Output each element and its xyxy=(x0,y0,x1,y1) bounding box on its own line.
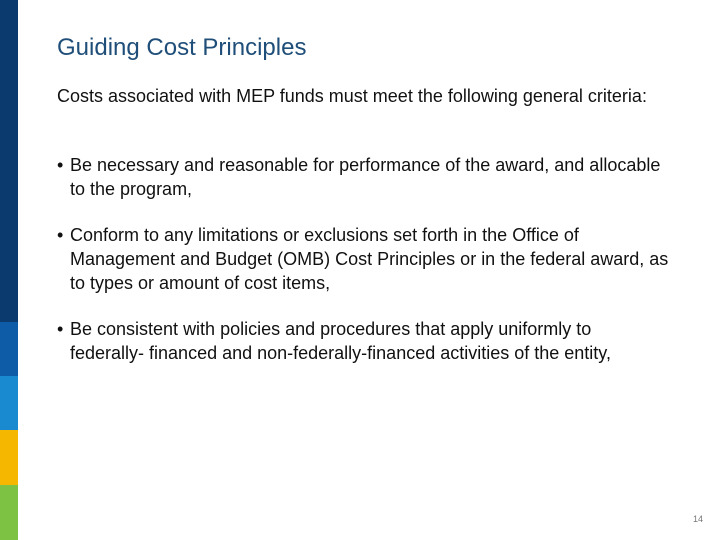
side-bar-segment-blue xyxy=(0,322,18,376)
bullet-marker: • xyxy=(57,225,64,245)
slide-title: Guiding Cost Principles xyxy=(57,34,307,61)
side-bar-segment-yellow xyxy=(0,430,18,485)
bullet-text: Be necessary and reasonable for performance of the award, and allocable to the program, xyxy=(70,155,661,199)
bullet-item xyxy=(57,317,670,365)
side-color-bar xyxy=(0,0,18,540)
bullet-marker: • xyxy=(57,319,64,339)
bullet-marker: • xyxy=(57,155,64,175)
bullet-text: Be consistent with policies and procedures that apply uniformly to federally- financed and non-federally-financed activities of the entity, xyxy=(70,319,611,363)
page-number: 14 xyxy=(692,514,703,524)
bullet-item xyxy=(57,153,670,201)
intro-text: Costs associated with MEP funds must meet the following general criteria: xyxy=(57,86,647,106)
side-bar-segment-green xyxy=(0,485,18,540)
bullet-item xyxy=(57,223,670,295)
side-bar-segment-light-blue xyxy=(0,376,18,430)
bullet-text: Conform to any limitations or exclusions set forth in the Office of Management and Budget (OMB) Cost Principles or in the federal award, as to types or amount of cost items, xyxy=(70,225,669,293)
side-bar-segment-navy xyxy=(0,0,18,322)
